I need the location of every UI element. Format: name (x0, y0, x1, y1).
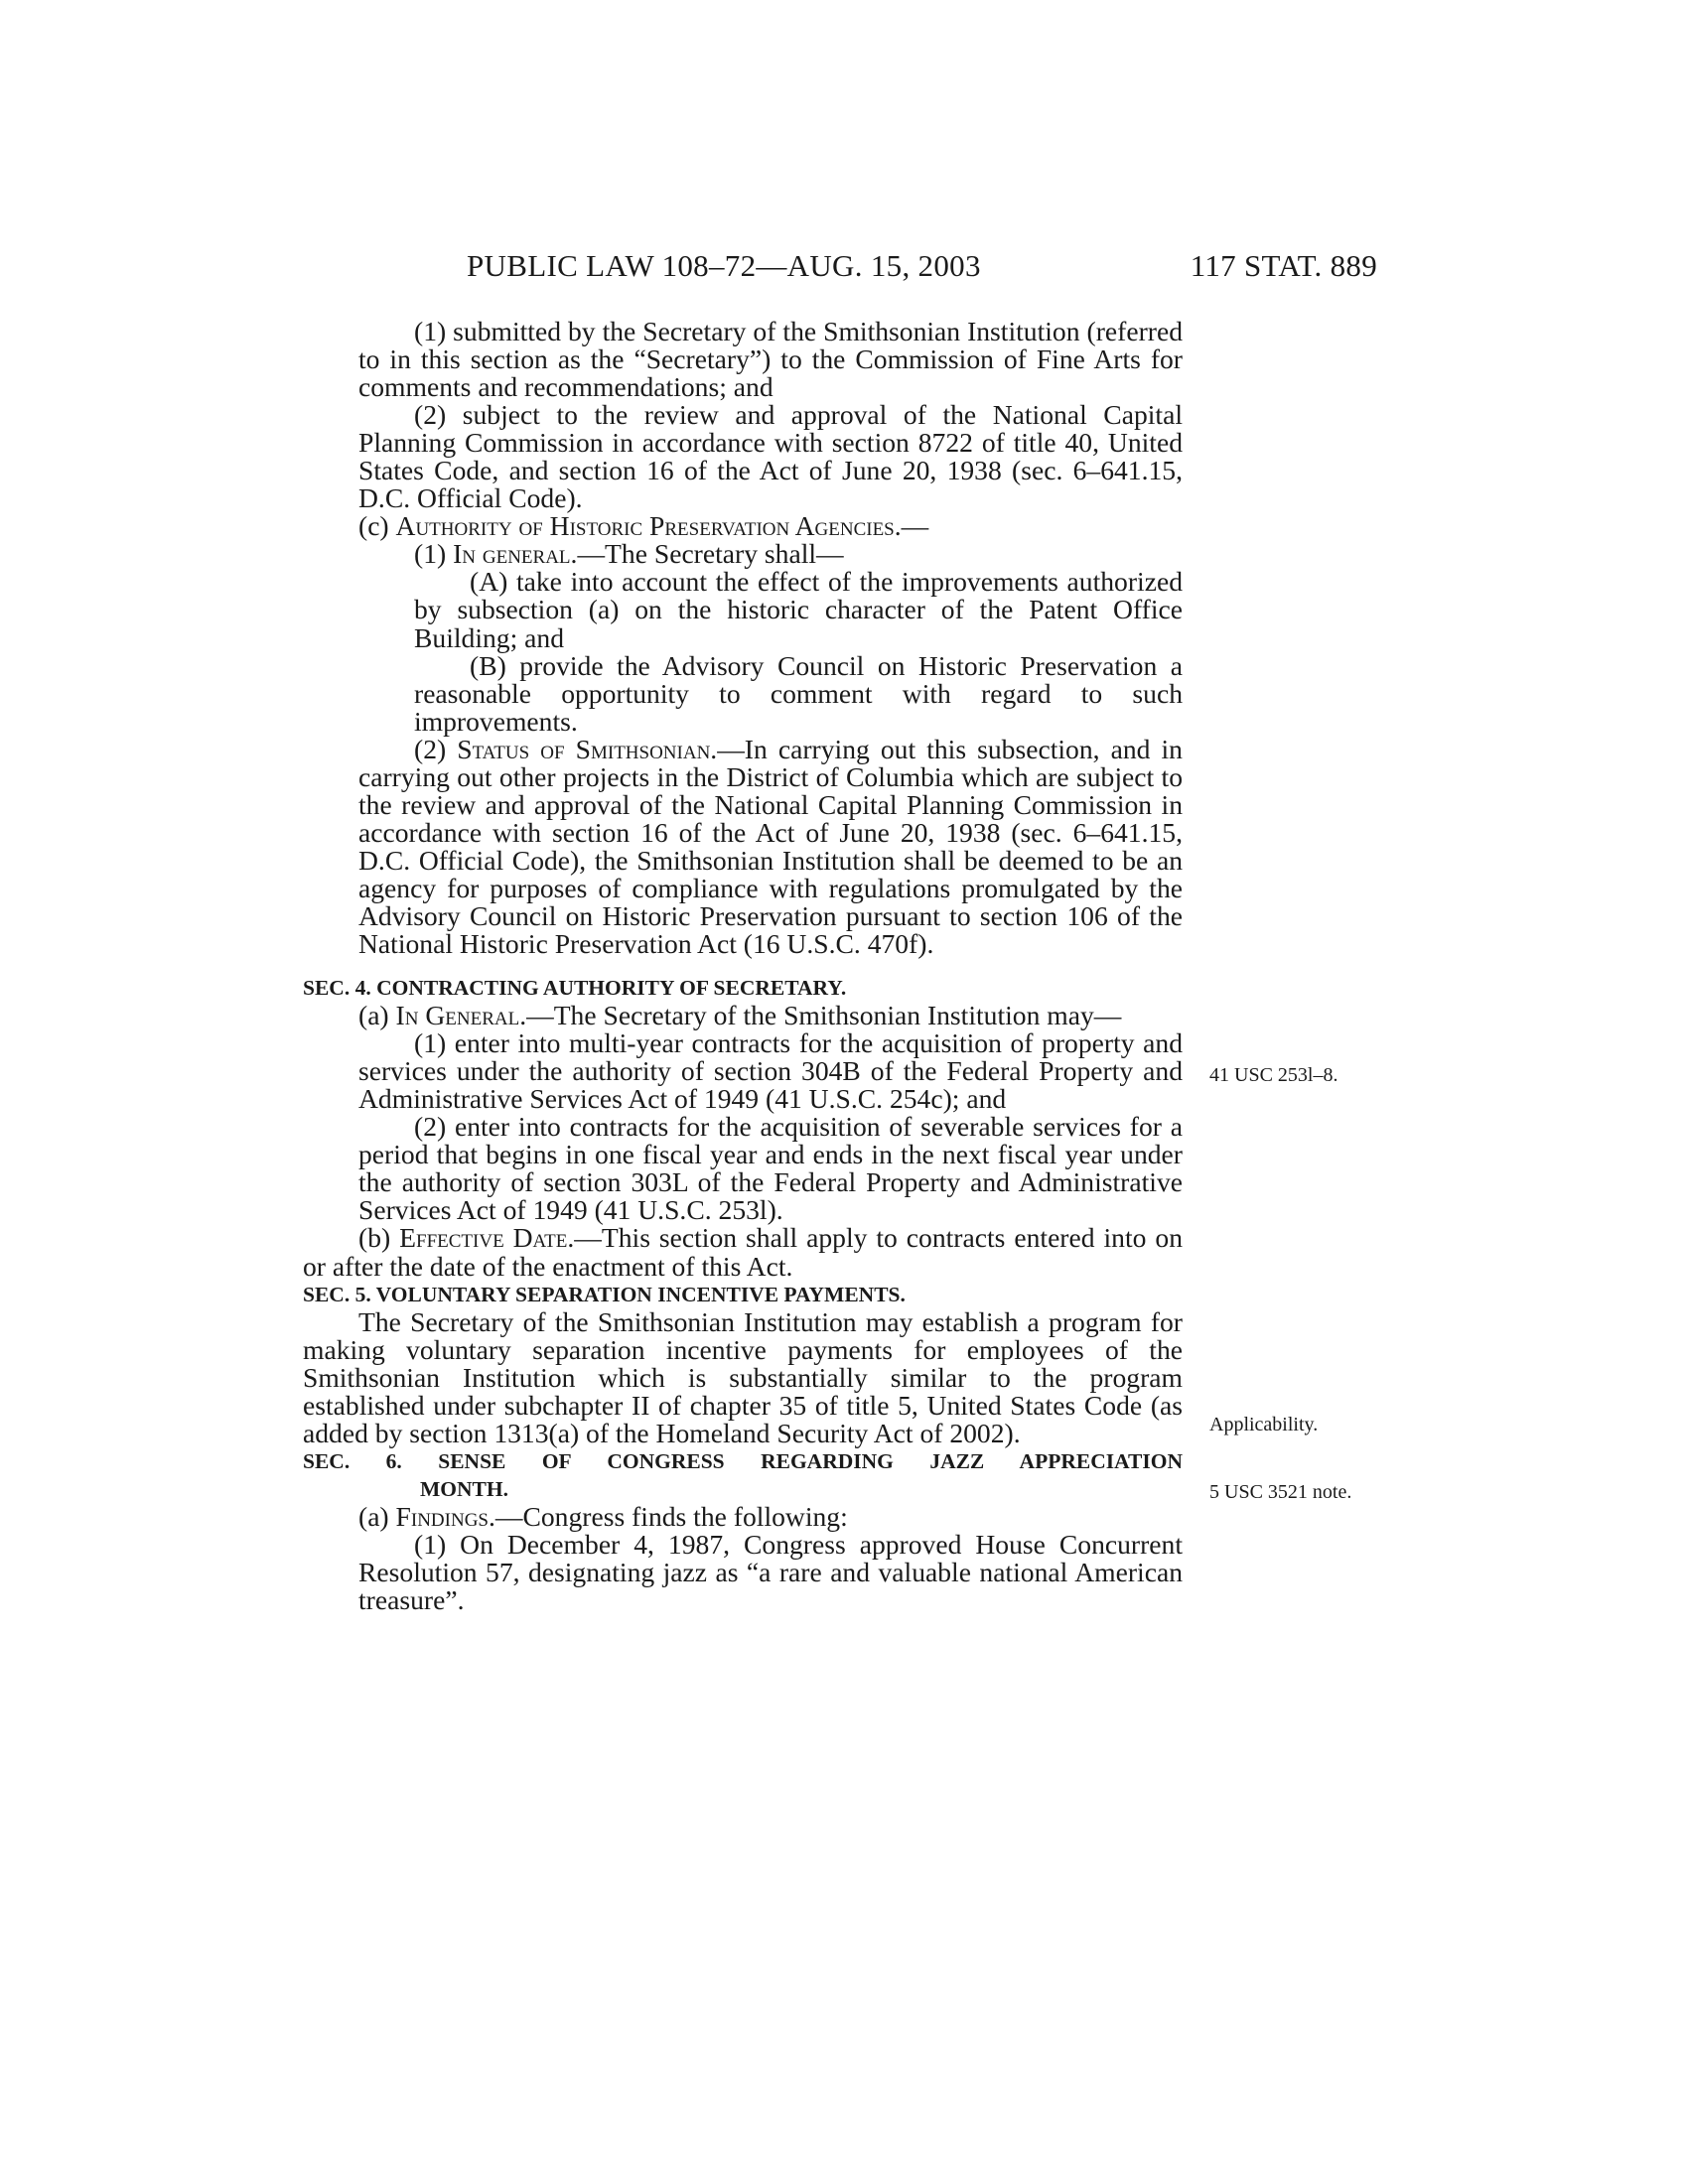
paragraph-c1-heading: In general. (453, 538, 578, 570)
section-6-heading (303, 1447, 1183, 1503)
document-body (303, 318, 1183, 1614)
section-4-b-text: —This section shall apply to contracts entered into on or after the date of the enactment of this Act. (303, 1222, 1183, 1282)
clause-c1a: (A) take into account the effect of the improvements authorized by subsection (a) on the historic character of the Patent Office Building; and (414, 566, 1183, 653)
section-6-a (303, 1500, 1183, 1532)
paragraph-c2-text: —In carrying out this subsection, and in carrying out other projects in the District of Columbia which are subject to the review and approval of the National Capital Planning Commission in accordance with section 16 of the Act of June 20, 1938 (sec. 6–641.15, D.C. Official Code), the Smithsonian Institution shall be deemed to be an agency for purposes of compliance with regulations promulgated by the Advisory Council on Historic Preservation pursuant to section 106 of the National Historic Preservation Act (16 U.S.C. 470f). (358, 733, 1183, 960)
section-6-heading-line1: SEC. 6. SENSE OF CONGRESS REGARDING JAZZ APPRECIATION (303, 1448, 1183, 1473)
subsection-c-heading: Authority of Historic Preservation Agencies. (395, 510, 902, 542)
section-6-a1: (1) On December 4, 1987, Congress approved House Concurrent Resolution 57, designating jazz as “a rare and valuable national American treasure”. (358, 1528, 1183, 1615)
section-5-heading: SEC. 5. VOLUNTARY SEPARATION INCENTIVE PAYMENTS. (303, 1282, 906, 1306)
section-4-a1: (1) enter into multi-year contracts for the acquisition of property and services under the authority of section 304B of the Federal Property and Administrative Services Act of 1949 (41 U.S.C. 254c); and (358, 1027, 1183, 1115)
section-5-text: The Secretary of the Smithsonian Institution may establish a program for making voluntary separation incentive payments for employees of the Smithsonian Institution which is substantially similar to the program established under subchapter II of chapter 35 of title 5, United States Code (as added by section 1313(a) of the Homeland Security Act of 2002). (303, 1305, 1183, 1448)
margin-note-41-usc: 41 USC 253l–8. (1209, 1064, 1338, 1086)
paragraph-c2-prefix: (2) (414, 733, 458, 764)
section-6-a-text: —Congress finds the following: (494, 1500, 848, 1532)
page-number: 117 STAT. 889 (1190, 248, 1377, 283)
subsection-c (303, 512, 1183, 540)
section-4-b-prefix: (b) (358, 1222, 400, 1254)
section-4-a2: (2) enter into contracts for the acquisition of severable services for a period that begins in one fiscal year and ends in the next fiscal year under the authority of section 303L of the Federal Property and Administrative Services Act of 1949 (41 U.S.C. 253l). (358, 1111, 1183, 1226)
paragraph-b2: (2) subject to the review and approval of the National Capital Planning Commission in accordance with section 8722 of title 40, United States Code, and section 16 of the Act of June 20, 1938 (sec. 6–641.15, D.C. Official Code). (358, 399, 1183, 514)
margin-note-applicability: Applicability. (1209, 1414, 1319, 1435)
section-4-a-heading: In General. (395, 1000, 527, 1031)
section-4-heading: SEC. 4. CONTRACTING AUTHORITY OF SECRETARY. (303, 976, 847, 1001)
section-6-a-prefix: (a) (358, 1500, 396, 1532)
subsection-c-dash: — (901, 510, 929, 542)
section-6-heading-line2: MONTH. (420, 1476, 508, 1501)
paragraph-c1 (303, 540, 1183, 568)
section-4-b (303, 1224, 1183, 1280)
section-4-a-text: —The Secretary of the Smithsonian Institution may— (526, 1000, 1122, 1031)
paragraph-c2 (303, 733, 1183, 960)
paragraph-c1-text: —The Secretary shall— (577, 538, 844, 570)
subsection-c-prefix: (c) (358, 510, 396, 542)
section-4-a-prefix: (a) (358, 1000, 396, 1031)
section-6-a-heading: Findings. (395, 1500, 495, 1532)
paragraph-c2-heading: Status of Smithsonian. (457, 733, 718, 764)
running-header-title: PUBLIC LAW 108–72—AUG. 15, 2003 (467, 248, 981, 283)
paragraph-c1-prefix: (1) (414, 538, 454, 570)
paragraph-b1: (1) submitted by the Secretary of the Smithsonian Institution (referred to in this section as the “Secretary”) to the Commission of Fine Arts for comments and recommendations; and (358, 316, 1183, 403)
section-4-a (303, 1002, 1183, 1029)
margin-note-5-usc: 5 USC 3521 note. (1209, 1481, 1352, 1503)
section-4-b-heading: Effective Date. (399, 1222, 575, 1254)
clause-c1b: (B) provide the Advisory Council on Historic Preservation a reasonable opportunity to comment with regard to such improvements. (414, 649, 1183, 737)
